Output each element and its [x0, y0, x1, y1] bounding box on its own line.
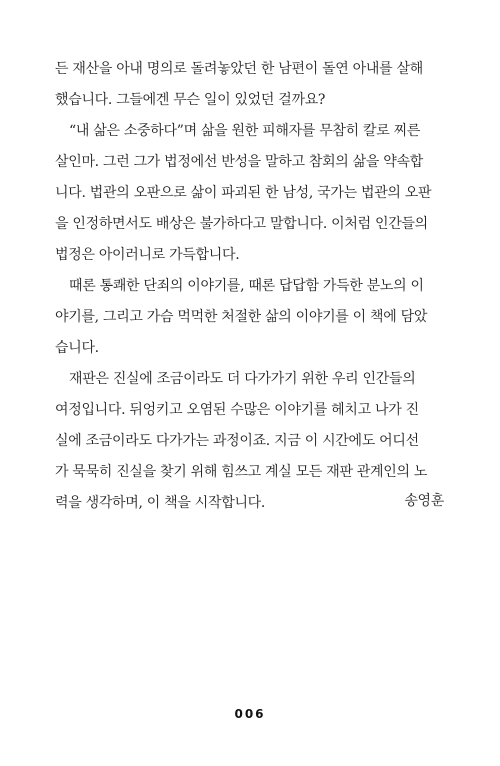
- text-line: 력을 생각하며, 이 책을 시작합니다.: [55, 495, 266, 511]
- text-line: 니다. 법관의 오판으로 삶이 파괴된 한 남성, 국가는 법관의 오판: [55, 185, 432, 201]
- text-line: 여정입니다. 뒤엉키고 오염된 수많은 이야기를 헤치고 나가 진: [55, 402, 419, 418]
- text-line: 때론 통쾌한 단죄의 이야기를, 때론 답답함 가득한 분노의 이: [69, 278, 424, 294]
- text-line: “내 삶은 소중하다”며 삶을 원한 피해자를 무참히 칼로 찌른: [69, 123, 421, 139]
- text-line: 살인마. 그런 그가 법정에선 반성을 말하고 참회의 삶을 약속합: [55, 154, 423, 170]
- preface-text: [55, 54, 455, 519]
- author-signature: 송영훈: [404, 493, 444, 509]
- text-line: 야기를, 그리고 가슴 먹먹한 처절한 삶의 이야기를 이 책에 담았: [55, 309, 428, 325]
- text-line: 가 묵묵히 진실을 찾기 위해 힘쓰고 계실 모든 재판 관계인의 노: [55, 464, 428, 480]
- text-line: 실에 조금이라도 다가가는 과정이죠. 지금 이 시간에도 어디선: [55, 433, 419, 449]
- text-line: 했습니다. 그들에겐 무슨 일이 있었던 걸까요?: [55, 92, 326, 108]
- text-line: 재판은 진실에 조금이라도 더 다가가기 위한 우리 인간들의: [69, 371, 416, 387]
- text-line: 든 재산을 아내 명의로 돌려놓았던 한 남편이 돌연 아내를 살해: [55, 61, 423, 77]
- text-line: 을 인정하면서도 배상은 불가하다고 말합니다. 이처럼 인간들의: [55, 216, 428, 232]
- text-line: 법정은 아이러니로 가득합니다.: [55, 247, 240, 263]
- text-line: 습니다.: [55, 340, 99, 356]
- page-number: 006: [234, 707, 266, 721]
